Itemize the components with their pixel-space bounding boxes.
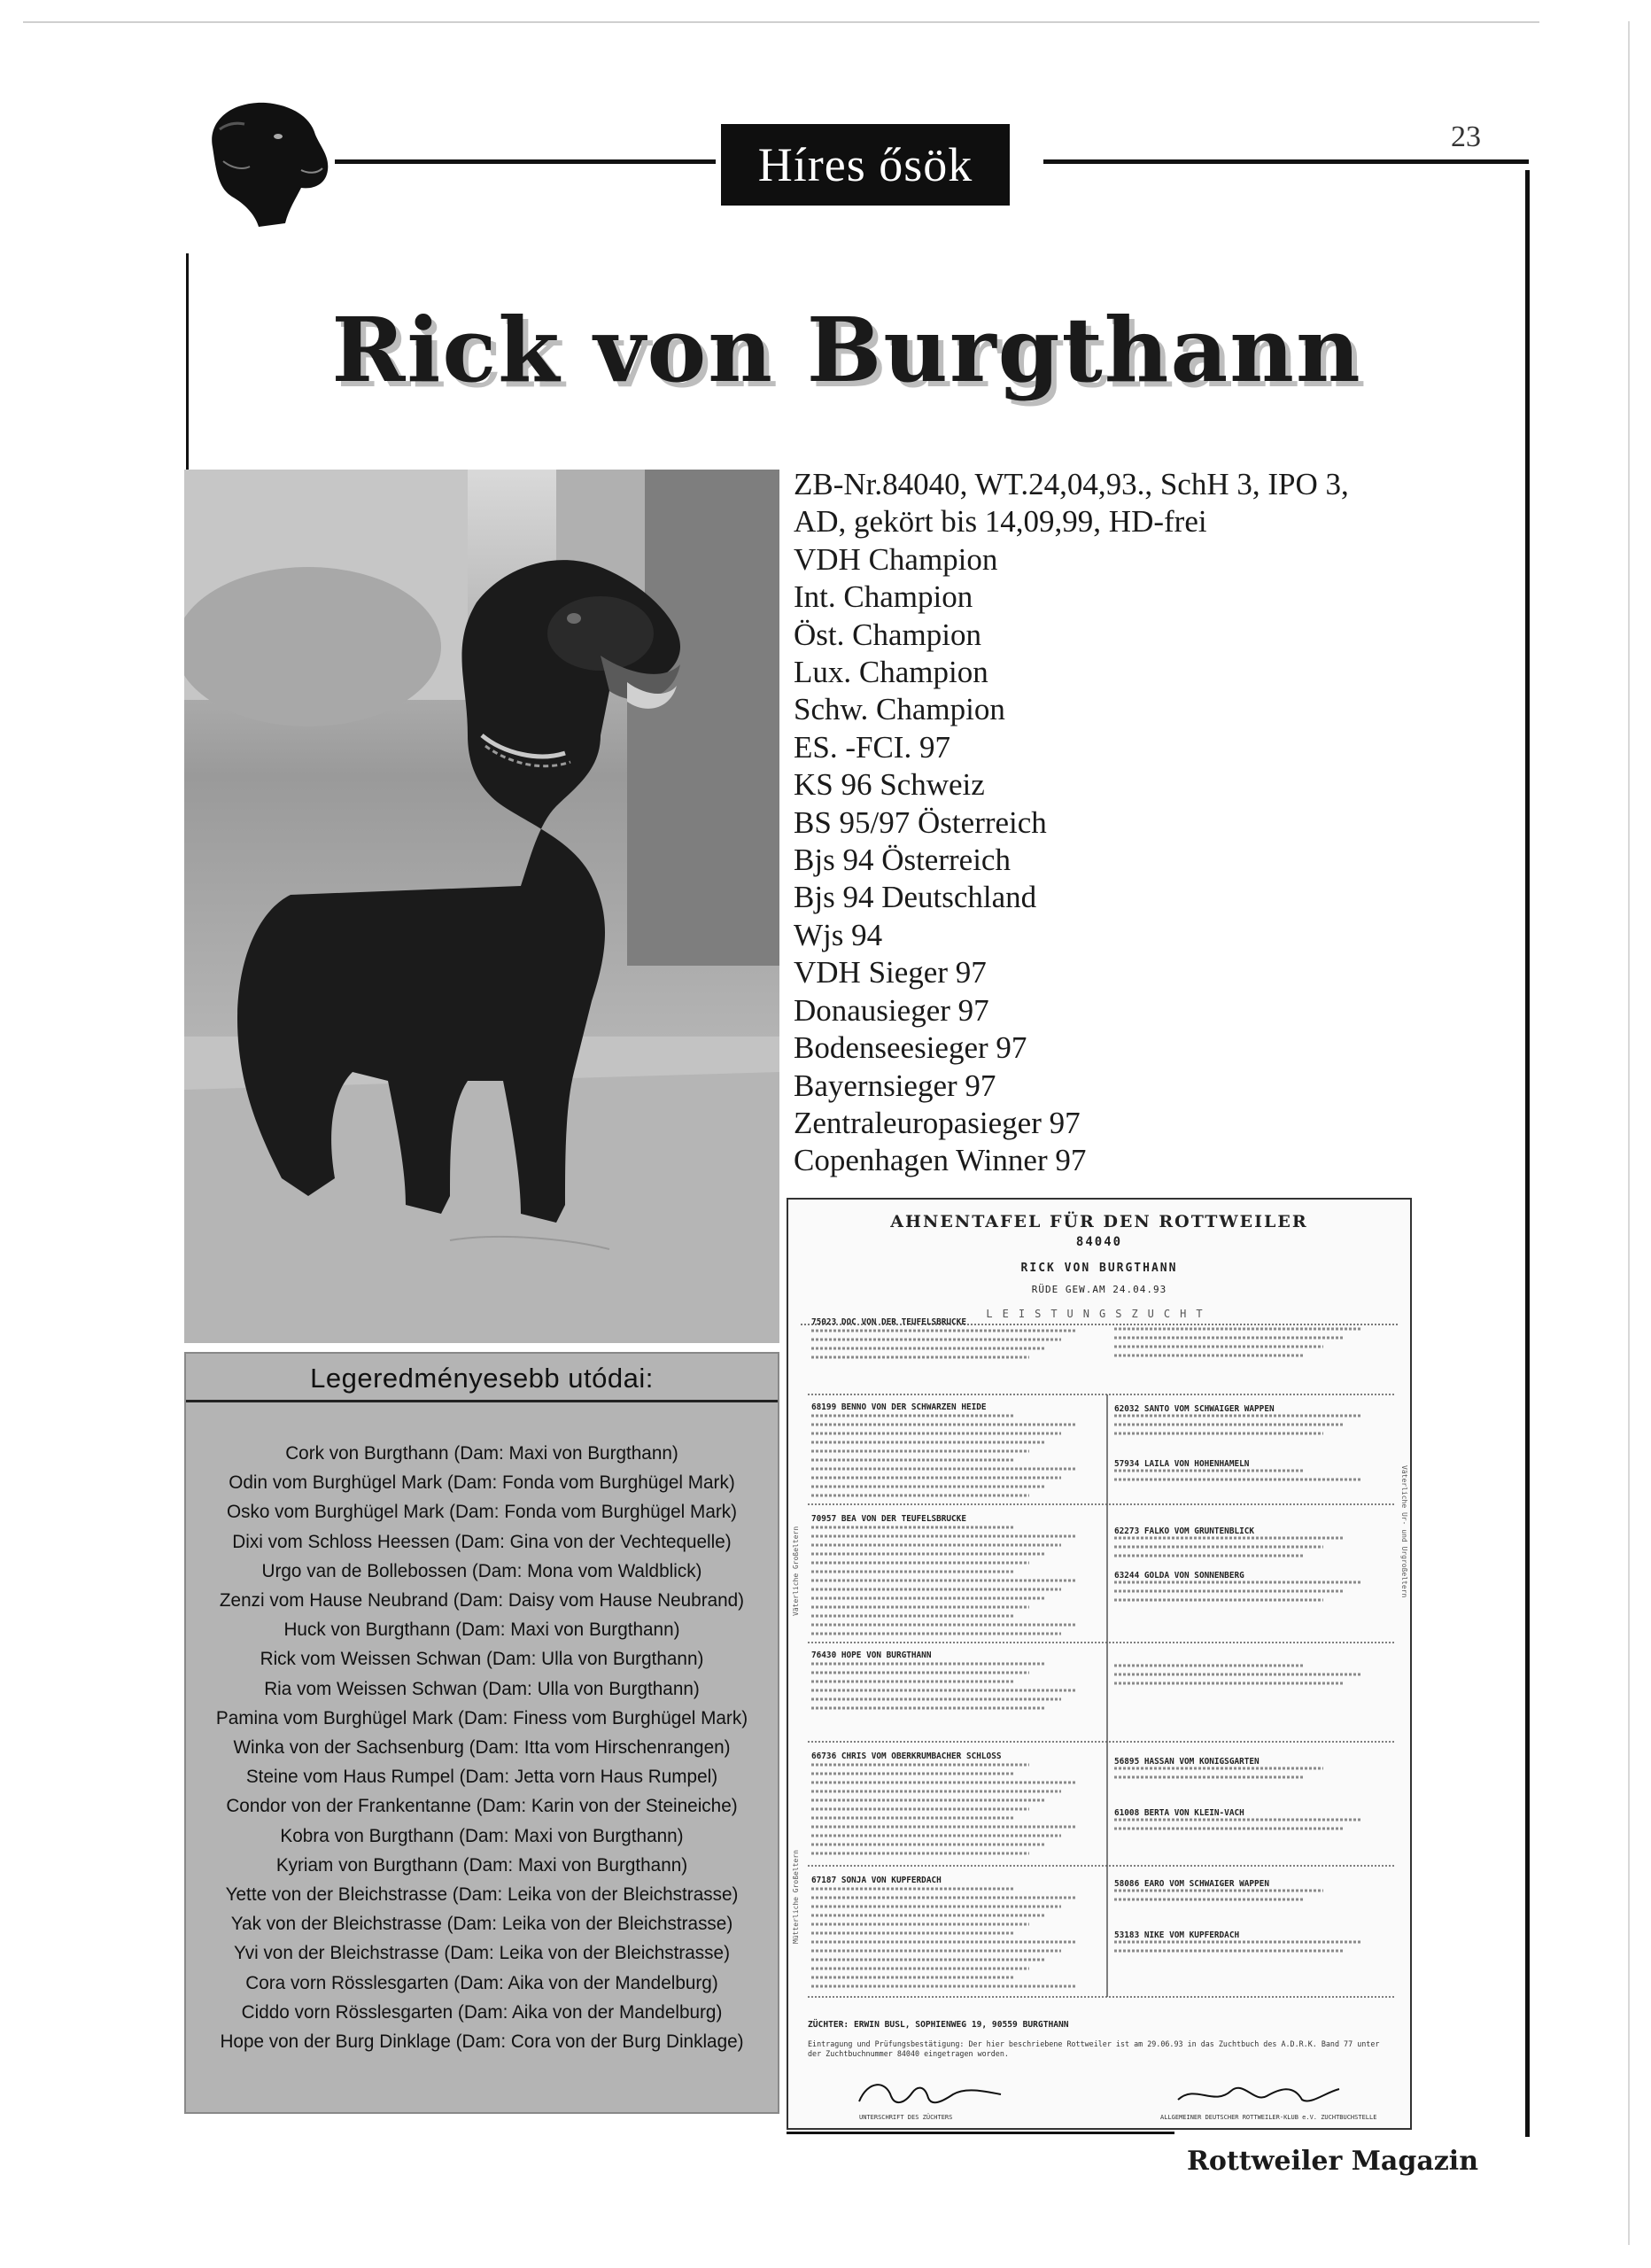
ancestor-dam-sire: 66736 CHRIS VOM OBERKRUMBACHER SCHLOSS — [811, 1752, 1002, 1761]
pedigree-section-label: LEISTUNGSZUCHT — [986, 1308, 1213, 1320]
side-label-maternal: Mütterliche Großeltern — [792, 1850, 800, 1944]
title-line: Bjs 94 Österreich — [794, 843, 1011, 878]
breeder-signature-caption: UNTERSCHRIFT DES ZÜCHTERS — [859, 2114, 953, 2121]
section-title: Híres ősök — [721, 124, 1010, 206]
offspring-heading: Legeredményesebb utódai: — [310, 1363, 654, 1394]
side-label-paternal: Väterliche Großeltern — [792, 1526, 800, 1616]
side-label-right: Väterliche Ur- und Urgroßeltern — [1400, 1465, 1408, 1598]
ancestor-dam: 76430 HOPE VON BURGTHANN — [811, 1651, 932, 1660]
page-edge-right — [1628, 21, 1630, 2245]
title-line: Bodenseesieger 97 — [794, 1030, 1027, 1066]
offspring-item: Ria vom Weissen Schwan (Dam: Ulla von Burgthann) — [264, 1676, 700, 1699]
offspring-item: Kyriam von Burgthann (Dam: Maxi von Burgthann) — [275, 1852, 688, 1876]
ancestor-dam-dam: 67187 SONJA VON KUPFERDACH — [811, 1876, 942, 1885]
ancestor-ggs-1: 62032 SANTO VOM SCHWAIGER WAPPEN — [1114, 1405, 1275, 1414]
title-line: KS 96 Schweiz — [794, 767, 985, 803]
offspring-box — [184, 1352, 779, 2114]
title-line: Donausieger 97 — [794, 992, 989, 1028]
ancestor-ggd-2: 63244 GOLDA VON SONNENBERG — [1114, 1572, 1244, 1581]
ancestor-ggd-1: 57934 LAILA VON HOHENHAMELN — [1114, 1460, 1250, 1469]
pedigree-title: AHNENTAFEL FÜR DEN ROTTWEILER — [890, 1212, 1308, 1231]
club-signature — [1169, 2075, 1346, 2110]
offspring-item: Hope von der Burg Dinklage (Dam: Cora von der Burg Dinklage) — [220, 2030, 744, 2053]
title-line: Öst. Champion — [794, 617, 981, 652]
title-line: Schw. Champion — [794, 692, 1005, 727]
frame-line-bottom — [787, 2132, 1174, 2134]
ancestor-sire-sire: 75023 DOC VON DER TEUFELSBRÜCKE — [811, 1318, 966, 1327]
ancestor-ggd-4: 53183 NIKE VOM KUPFERDACH — [1114, 1931, 1240, 1940]
club-signature-caption: ALLGEMEINER DEUTSCHER ROTTWEILER-KLUB e.V. ZUCHTBUCHSTELLE — [1160, 2114, 1377, 2121]
title-line: ZB-Nr.84040, WT.24,04,93., SchH 3, IPO 3, — [794, 467, 1349, 501]
pedigree-dog-name: RICK VON BURGTHANN — [1020, 1262, 1178, 1275]
title-line: AD, gekört bis 14,09,99, HD-frei — [794, 504, 1207, 540]
title-line: Int. Champion — [794, 579, 973, 615]
pedigree-breeder: ZÜCHTER: ERWIN BUSL, SOPHIENWEG 19, 90559 BURGTHANN — [808, 2020, 1069, 2030]
pedigree-sex-birth: RÜDE GEW.AM 24.04.93 — [1031, 1284, 1167, 1295]
ancestor-ggs-2: 62273 FALKO VOM GRÜNTENBLICK — [1114, 1527, 1255, 1536]
offspring-item: Kobra von Burgthann (Dam: Maxi von Burgthann) — [280, 1823, 684, 1846]
page-edge-top — [23, 21, 1539, 23]
title-line: Bjs 94 Deutschland — [794, 880, 1037, 915]
magazine-name: Rottweiler Magazin — [1187, 2146, 1479, 2177]
title-line: BS 95/97 Österreich — [794, 804, 1047, 840]
pedigree-certificate — [787, 1198, 1412, 2130]
title-line: Bayernsieger 97 — [794, 1068, 996, 1103]
offspring-item: Yak von der Bleichstrasse (Dam: Leika von der Bleichstrasse) — [230, 1912, 733, 1935]
frame-line-right — [1525, 170, 1530, 2137]
offspring-heading-rule — [186, 1400, 778, 1402]
header-rule-left — [335, 159, 716, 164]
title-line: Copenhagen Winner 97 — [794, 1143, 1087, 1178]
offspring-item: Winka von der Sachsenburg (Dam: Itta vom Hirschenrangen) — [233, 1736, 731, 1759]
offspring-item: Cora vorn Rösslesgarten (Dam: Aika von der Mandelburg) — [245, 1970, 718, 1993]
offspring-item: Steine vom Haus Rumpel (Dam: Jetta vorn Haus Rumpel) — [245, 1765, 718, 1788]
ancestor-sire-granddam: 70957 BEA VON DER TEUFELSBRÜCKE — [811, 1515, 966, 1524]
pedigree-number: 84040 — [1075, 1235, 1123, 1249]
offspring-item: Ciddo vorn Rösslesgarten (Dam: Aika von der Mandelburg) — [241, 2000, 723, 2023]
pedigree-confirmation: Eintragung und Prüfungsbestätigung: Der hier beschriebene Rottweiler ist am 29.06.93 in das Zuchtbuch des A.D.R.K. Band 77 unter der Zuchtbuchnummer 84040 eingetragen worden. — [808, 2039, 1380, 2058]
ancestor-ggs-3: 56895 HASSAN VOM KÖNIGSGARTEN — [1114, 1758, 1260, 1767]
header-rule-right — [1043, 159, 1529, 164]
title-line: ES. -FCI. 97 — [794, 729, 950, 765]
offspring-item: Osko vom Burghügel Mark (Dam: Fonda vom Burghügel Mark) — [226, 1500, 738, 1523]
offspring-item: Odin vom Burghügel Mark (Dam: Fonda vom Burghügel Mark) — [229, 1471, 735, 1494]
title-line: Wjs 94 — [794, 917, 883, 952]
titles-list — [794, 466, 1493, 1180]
pedigree-fine-print — [788, 1200, 1412, 2130]
offspring-item: Zenzi vom Hause Neubrand (Dam: Daisy vom Hause Neubrand) — [219, 1588, 745, 1612]
page-number: 23 — [1451, 120, 1481, 153]
offspring-item: Dixi vom Schloss Heessen (Dam: Gina von der Vechtequelle) — [232, 1529, 732, 1552]
ancestor-ggs-4: 58086 EARO VOM SCHWAIGER WAPPEN — [1114, 1880, 1269, 1889]
rottweiler-photo — [184, 470, 779, 1343]
title-line: VDH Champion — [794, 541, 998, 577]
title-line: VDH Sieger 97 — [794, 955, 987, 990]
offspring-list — [186, 1438, 778, 2055]
offspring-item: Condor von der Frankentanne (Dam: Karin von der Steineiche) — [226, 1794, 738, 1817]
ancestor-ggd-3: 61008 BERTA VON KLEIN-VACH — [1114, 1809, 1244, 1818]
breeder-signature — [850, 2075, 1010, 2110]
rottweiler-head-logo — [197, 85, 338, 236]
article-title: Rick von Burgthann — [331, 298, 1362, 402]
title-line: Zentraleuropasieger 97 — [794, 1105, 1081, 1140]
title-line: Lux. Champion — [794, 655, 988, 690]
offspring-item: Cork von Burgthann (Dam: Maxi von Burgthann) — [285, 1441, 678, 1464]
offspring-item: Rick vom Weissen Schwan (Dam: Ulla von Burgthann) — [260, 1647, 704, 1670]
offspring-item: Yvi von der Bleichstrasse (Dam: Leika von der Bleichstrasse) — [234, 1941, 730, 1964]
offspring-item: Yette von der Bleichstrasse (Dam: Leika von der Bleichstrasse) — [225, 1883, 739, 1906]
offspring-item: Huck von Burgthann (Dam: Maxi von Burgthann) — [283, 1618, 680, 1641]
ancestor-sire-grandsire: 68199 BENNO VON DER SCHWARZEN HEIDE — [811, 1403, 987, 1412]
offspring-item: Pamina vom Burghügel Mark (Dam: Finess vom Burghügel Mark) — [215, 1705, 748, 1728]
offspring-item: Urgo van de Bollebossen (Dam: Mona vom Waldblick) — [261, 1558, 702, 1581]
